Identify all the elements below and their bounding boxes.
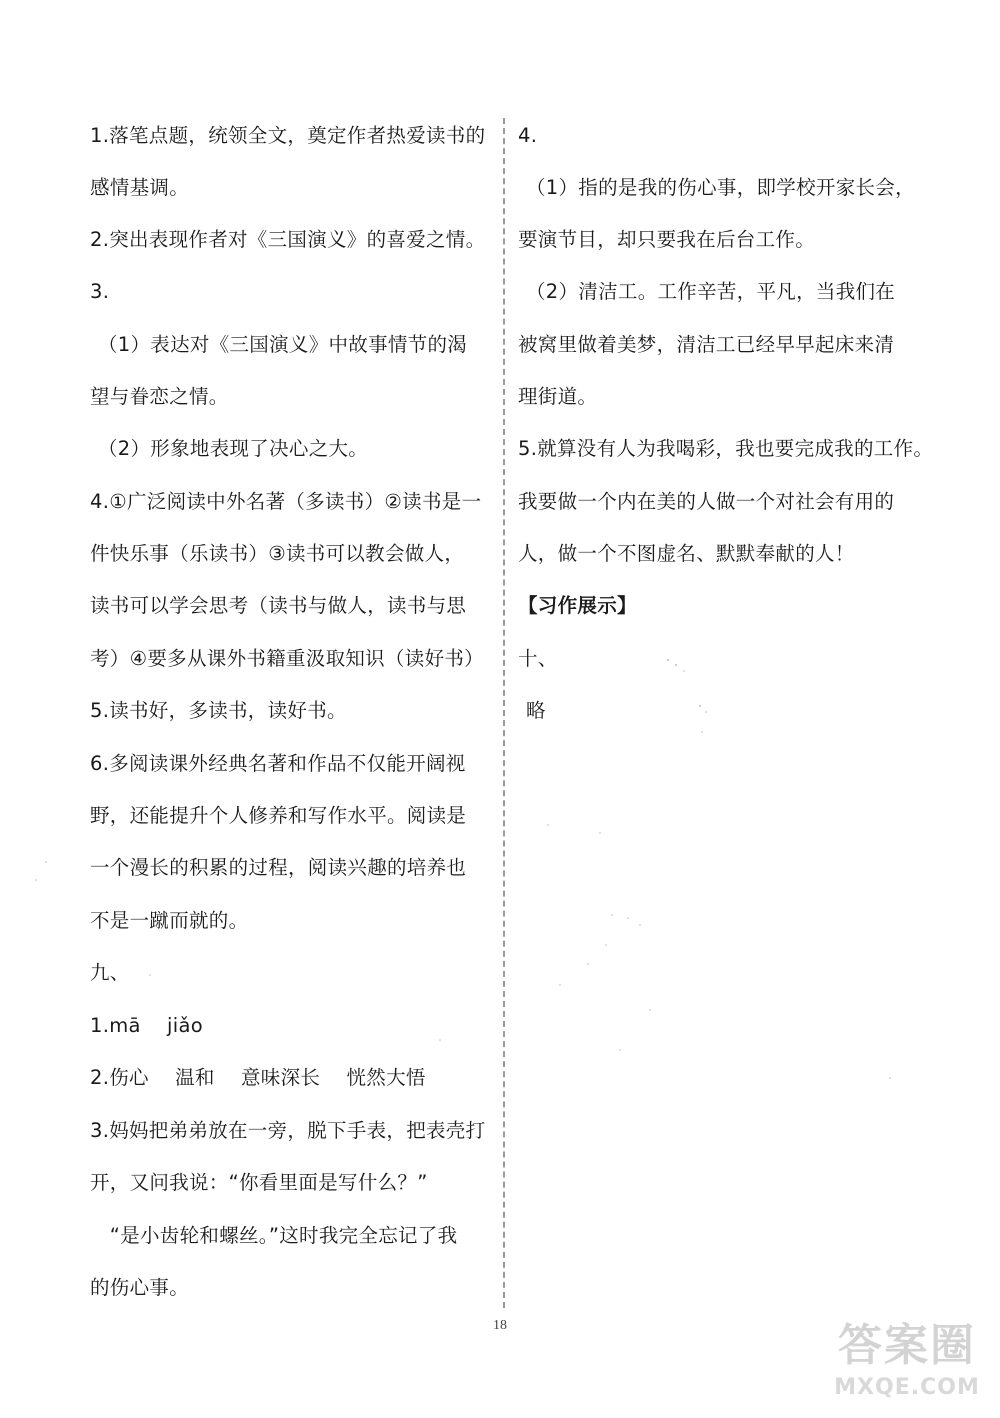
- site-watermark: [832, 1320, 982, 1410]
- text-line: 4.: [518, 124, 538, 147]
- text-line: 我要做一个内在美的人做一个对社会有用的: [518, 490, 895, 513]
- text-line: 5.读书好，多读书，读好书。: [90, 699, 347, 722]
- text-line: 望与眷恋之情。: [90, 385, 229, 408]
- section-heading: 十、: [518, 647, 558, 670]
- text-line: 的伤心事。: [90, 1276, 190, 1299]
- text-line: 6.多阅读课外经典名著和作品不仅能开阔视: [90, 752, 466, 775]
- page-number: 18: [493, 1318, 507, 1333]
- text-line: “是小齿轮和螺丝。”这时我完全忘记了我: [90, 1224, 458, 1247]
- section-heading: 【习作展示】: [518, 594, 637, 617]
- text-line: 开，又问我说：“你看里面是写什么？”: [90, 1171, 428, 1194]
- text-line: （2）清洁工。工作辛苦，平凡，当我们在: [526, 280, 896, 303]
- watermark-logo-text: 答案圈: [838, 1320, 976, 1371]
- text-line: 野，还能提升个人修养和写作水平。阅读是: [90, 804, 467, 827]
- watermark-url-text: MXQE.COM: [834, 1375, 980, 1400]
- text-line: 5.就算没有人为我喝彩，我也要完成我的工作。: [518, 437, 934, 460]
- text-line: 2.突出表现作者对《三国演义》的喜爱之情。: [90, 228, 486, 251]
- text-line: 3.妈妈把弟弟放在一旁，脱下手表，把表壳打: [90, 1119, 486, 1142]
- text-line: （1）指的是我的伤心事，即学校开家长会，: [526, 176, 915, 199]
- text-line: 3.: [90, 280, 110, 303]
- text-line: （2）形象地表现了决心之大。: [98, 437, 369, 460]
- text-line: 理街道。: [518, 385, 598, 408]
- text-line: 2.伤心 温和 意味深长 恍然大悟: [90, 1066, 426, 1089]
- text-line: 要演节目，却只要我在后台工作。: [518, 228, 816, 251]
- text-line: 1.mā jiǎo: [90, 1014, 203, 1037]
- text-line: （1）表达对《三国演义》中故事情节的渴: [98, 333, 468, 356]
- text-line: 一个漫长的积累的过程，阅读兴趣的培养也: [90, 856, 467, 879]
- text-line: 略: [526, 699, 546, 722]
- section-heading: 九、: [90, 961, 130, 984]
- text-line: 考）④要多从课外书籍重汲取知识（读好书）: [90, 647, 484, 670]
- text-line: 被窝里做着美梦，清洁工已经早早起床来清: [518, 333, 895, 356]
- text-line: 不是一蹴而就的。: [90, 909, 249, 932]
- text-line: 件快乐事（乐读书）③读书可以教会做人，: [90, 542, 465, 565]
- text-line: 人，做一个不图虚名、默默奉献的人！: [518, 542, 855, 565]
- text-line: 4.①广泛阅读中外名著（多读书）②读书是一: [90, 490, 482, 513]
- text-line: 读书可以学会思考（读书与做人，读书与思: [90, 594, 467, 617]
- text-line: 感情基调。: [90, 176, 190, 199]
- column-divider: [503, 118, 505, 1308]
- text-line: 1.落笔点题，统领全文，奠定作者热爱读书的: [90, 124, 486, 147]
